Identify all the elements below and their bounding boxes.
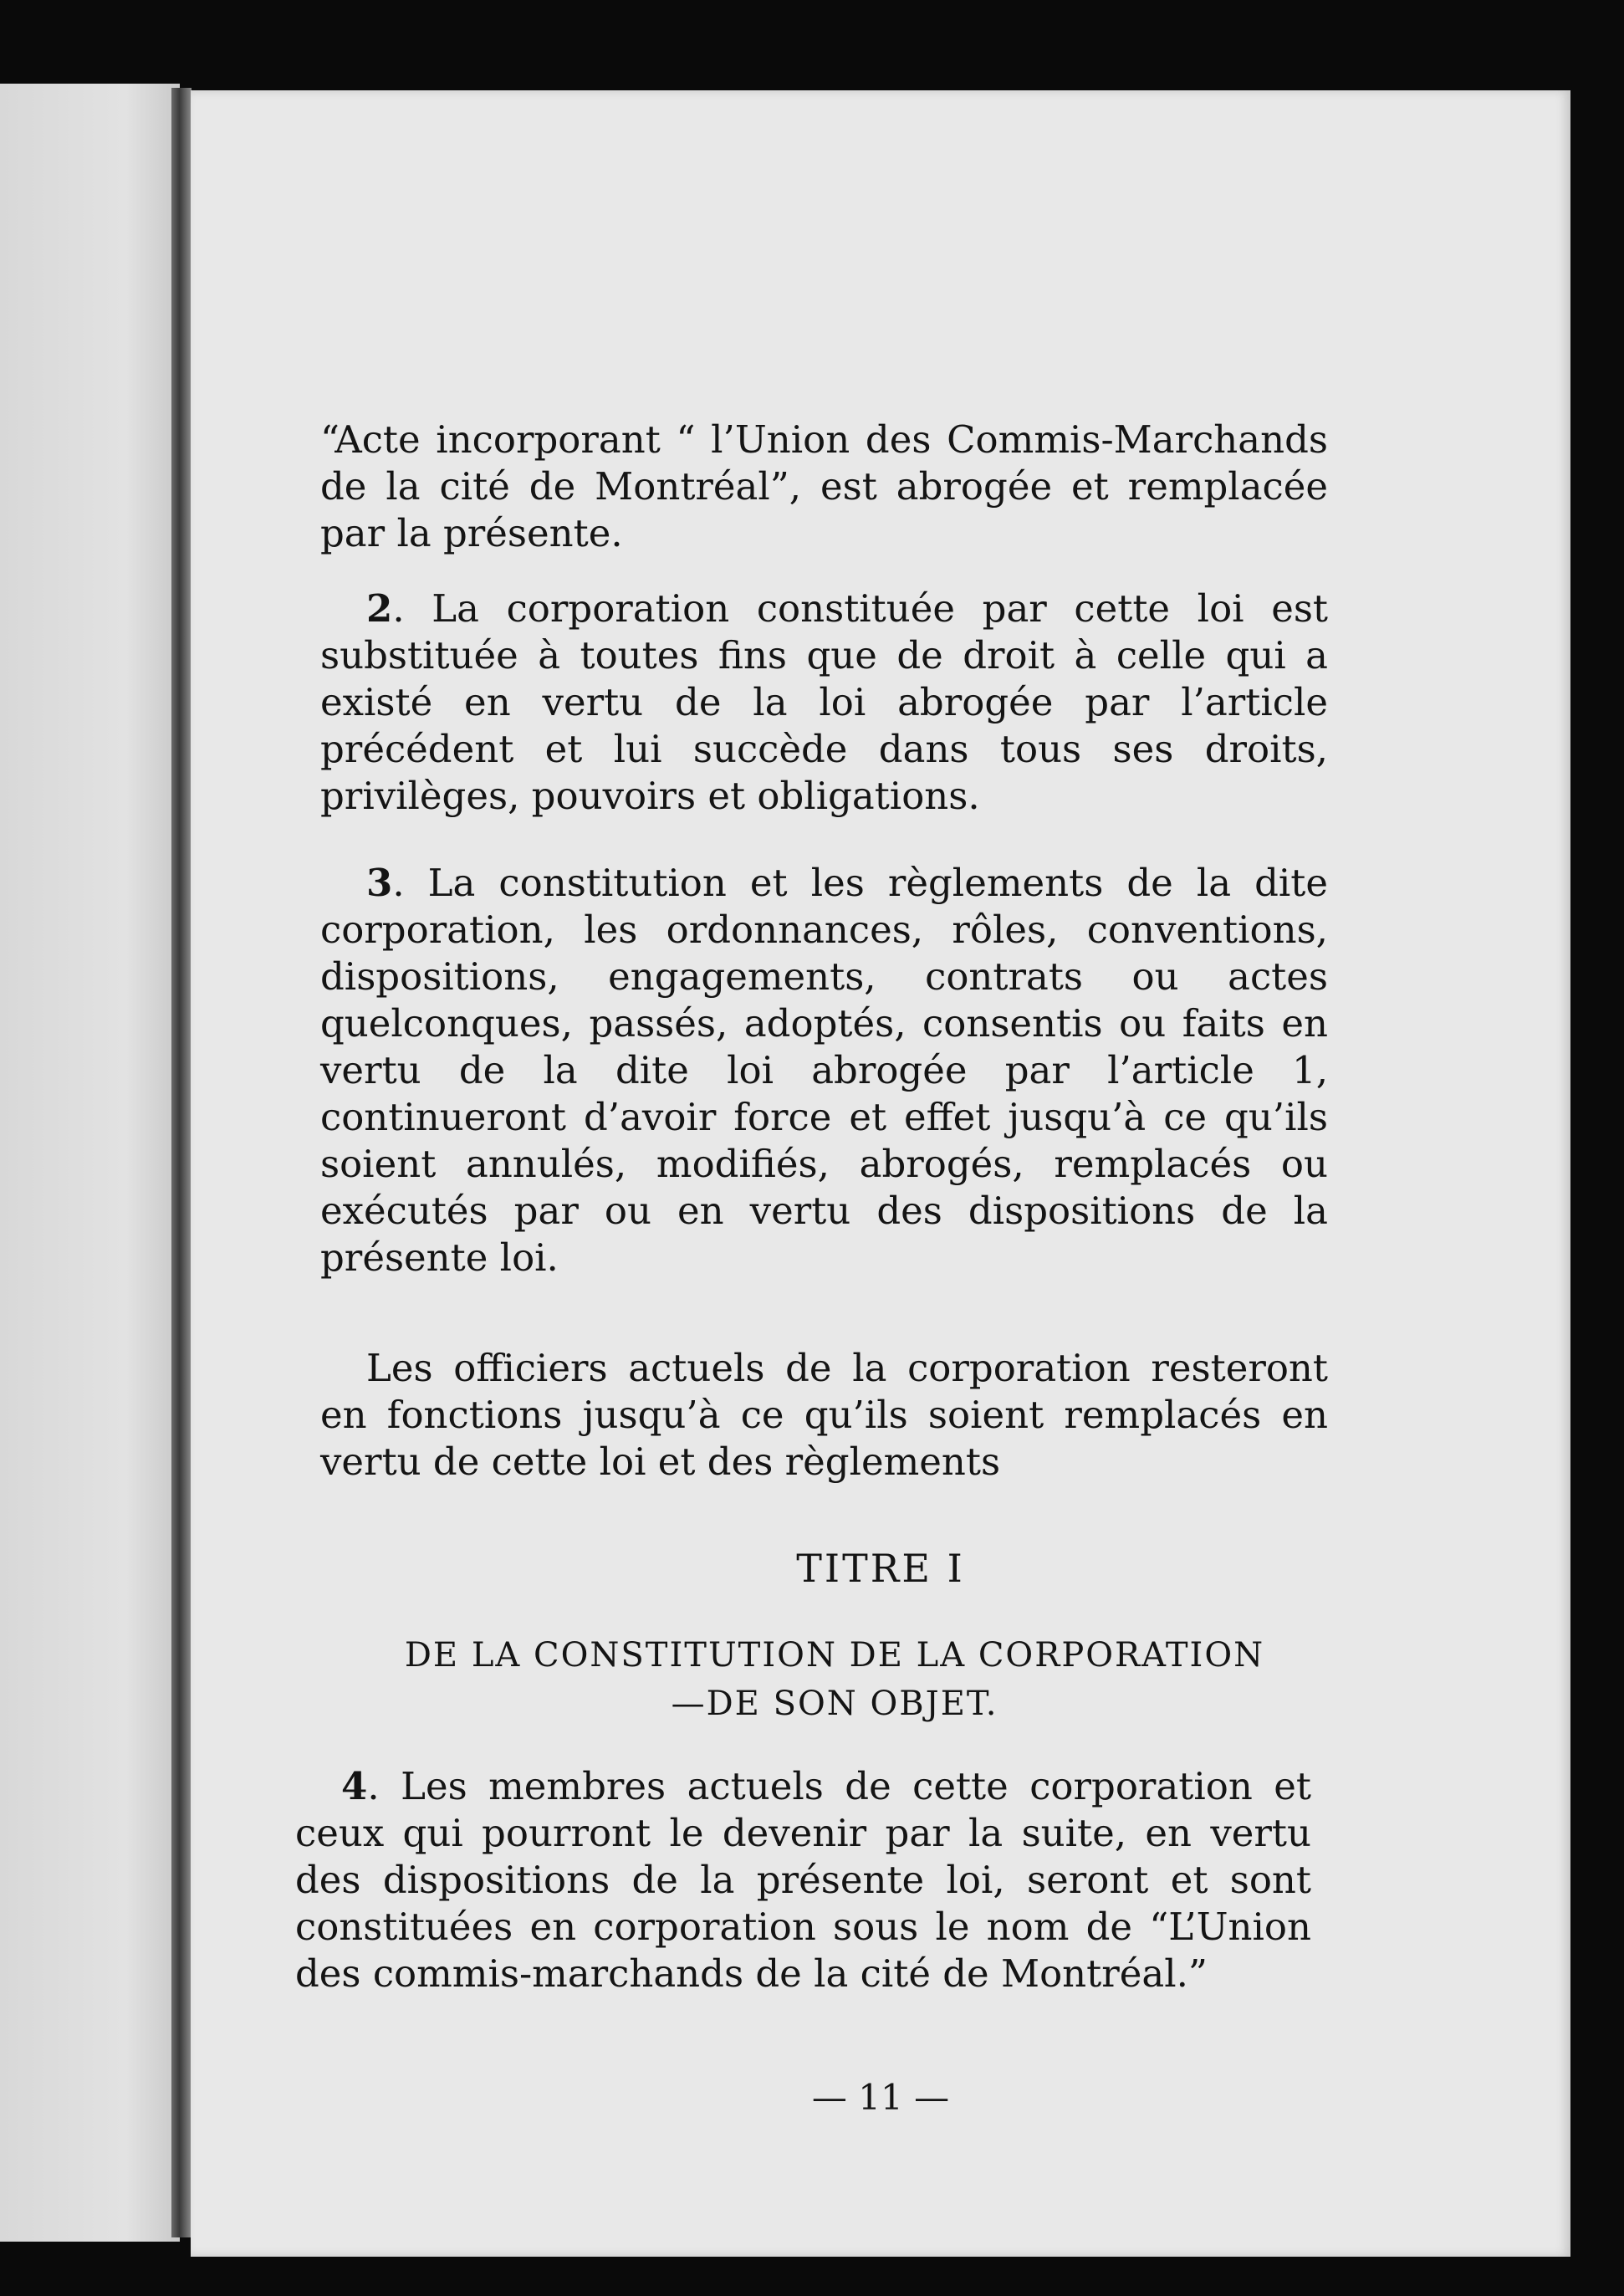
officers-paragraph: Les officiers actuels de la corporation resteront en fonctions jusqu’à ce qu’ils soient remplacés en vertu de cette loi et des règlements <box>320 1346 1328 1484</box>
article-4 <box>295 1763 1311 1997</box>
left-page-edge <box>0 84 180 2242</box>
article-2-block <box>320 586 1328 820</box>
article-3 <box>320 860 1328 1281</box>
section-subtitle <box>291 1631 1378 1728</box>
book-gutter <box>171 88 192 2237</box>
officers-block <box>320 1345 1328 1485</box>
section-title: TITRE I <box>796 1546 965 1591</box>
article-3-block <box>320 860 1328 1281</box>
article-2 <box>320 586 1328 820</box>
page-number: — 11 — <box>811 2077 950 2118</box>
article-4-number: 4 <box>341 1764 368 1808</box>
document-page <box>191 90 1570 2257</box>
article-3-number: 3 <box>366 861 393 905</box>
subtitle-line-1: DE LA CONSTITUTION DE LA CORPORATION <box>404 1636 1265 1675</box>
intro-paragraph: “Acte incorporant “ l’Union des Commis-Marchands de la cité de Montréal”, est abrogée et remplacée par la présente. <box>320 417 1328 555</box>
article-4-block <box>295 1763 1311 1997</box>
text-upper-block <box>320 417 1328 557</box>
article-2-text: . La corporation constituée par cette loi est substituée à toutes fins que de droit à celle qui a existé en vertu de la loi abrogée par l’article précédent et lui succède dans tous ses droits, privilèges, pouvoirs et obligations. <box>320 586 1328 818</box>
article-4-text: . Les membres actuels de cette corporation et ceux qui pourront le devenir par la suite, en vertu des dispositions de la présente loi, seront et sont constituées en corporation sous le nom de “L’Union des commis-marchands de la cité de Montréal.” <box>295 1764 1311 1996</box>
subtitle-line-2: —DE SON OBJET. <box>671 1685 998 1723</box>
article-3-text: . La constitution et les règlements de la dite corporation, les ordonnances, rôles, conventions, dispositions, engagements, contrats ou actes quelconques, passés, adoptés, consentis ou faits en vertu de la dite loi abrogée par l’article 1, continueront d’avoir force et effet jusqu’à ce qu’ils soient annulés, modifiés, abrogés, remplacés ou exécutés par ou en vertu des dispositions de la présente loi. <box>320 861 1328 1280</box>
article-2-number: 2 <box>366 586 393 631</box>
